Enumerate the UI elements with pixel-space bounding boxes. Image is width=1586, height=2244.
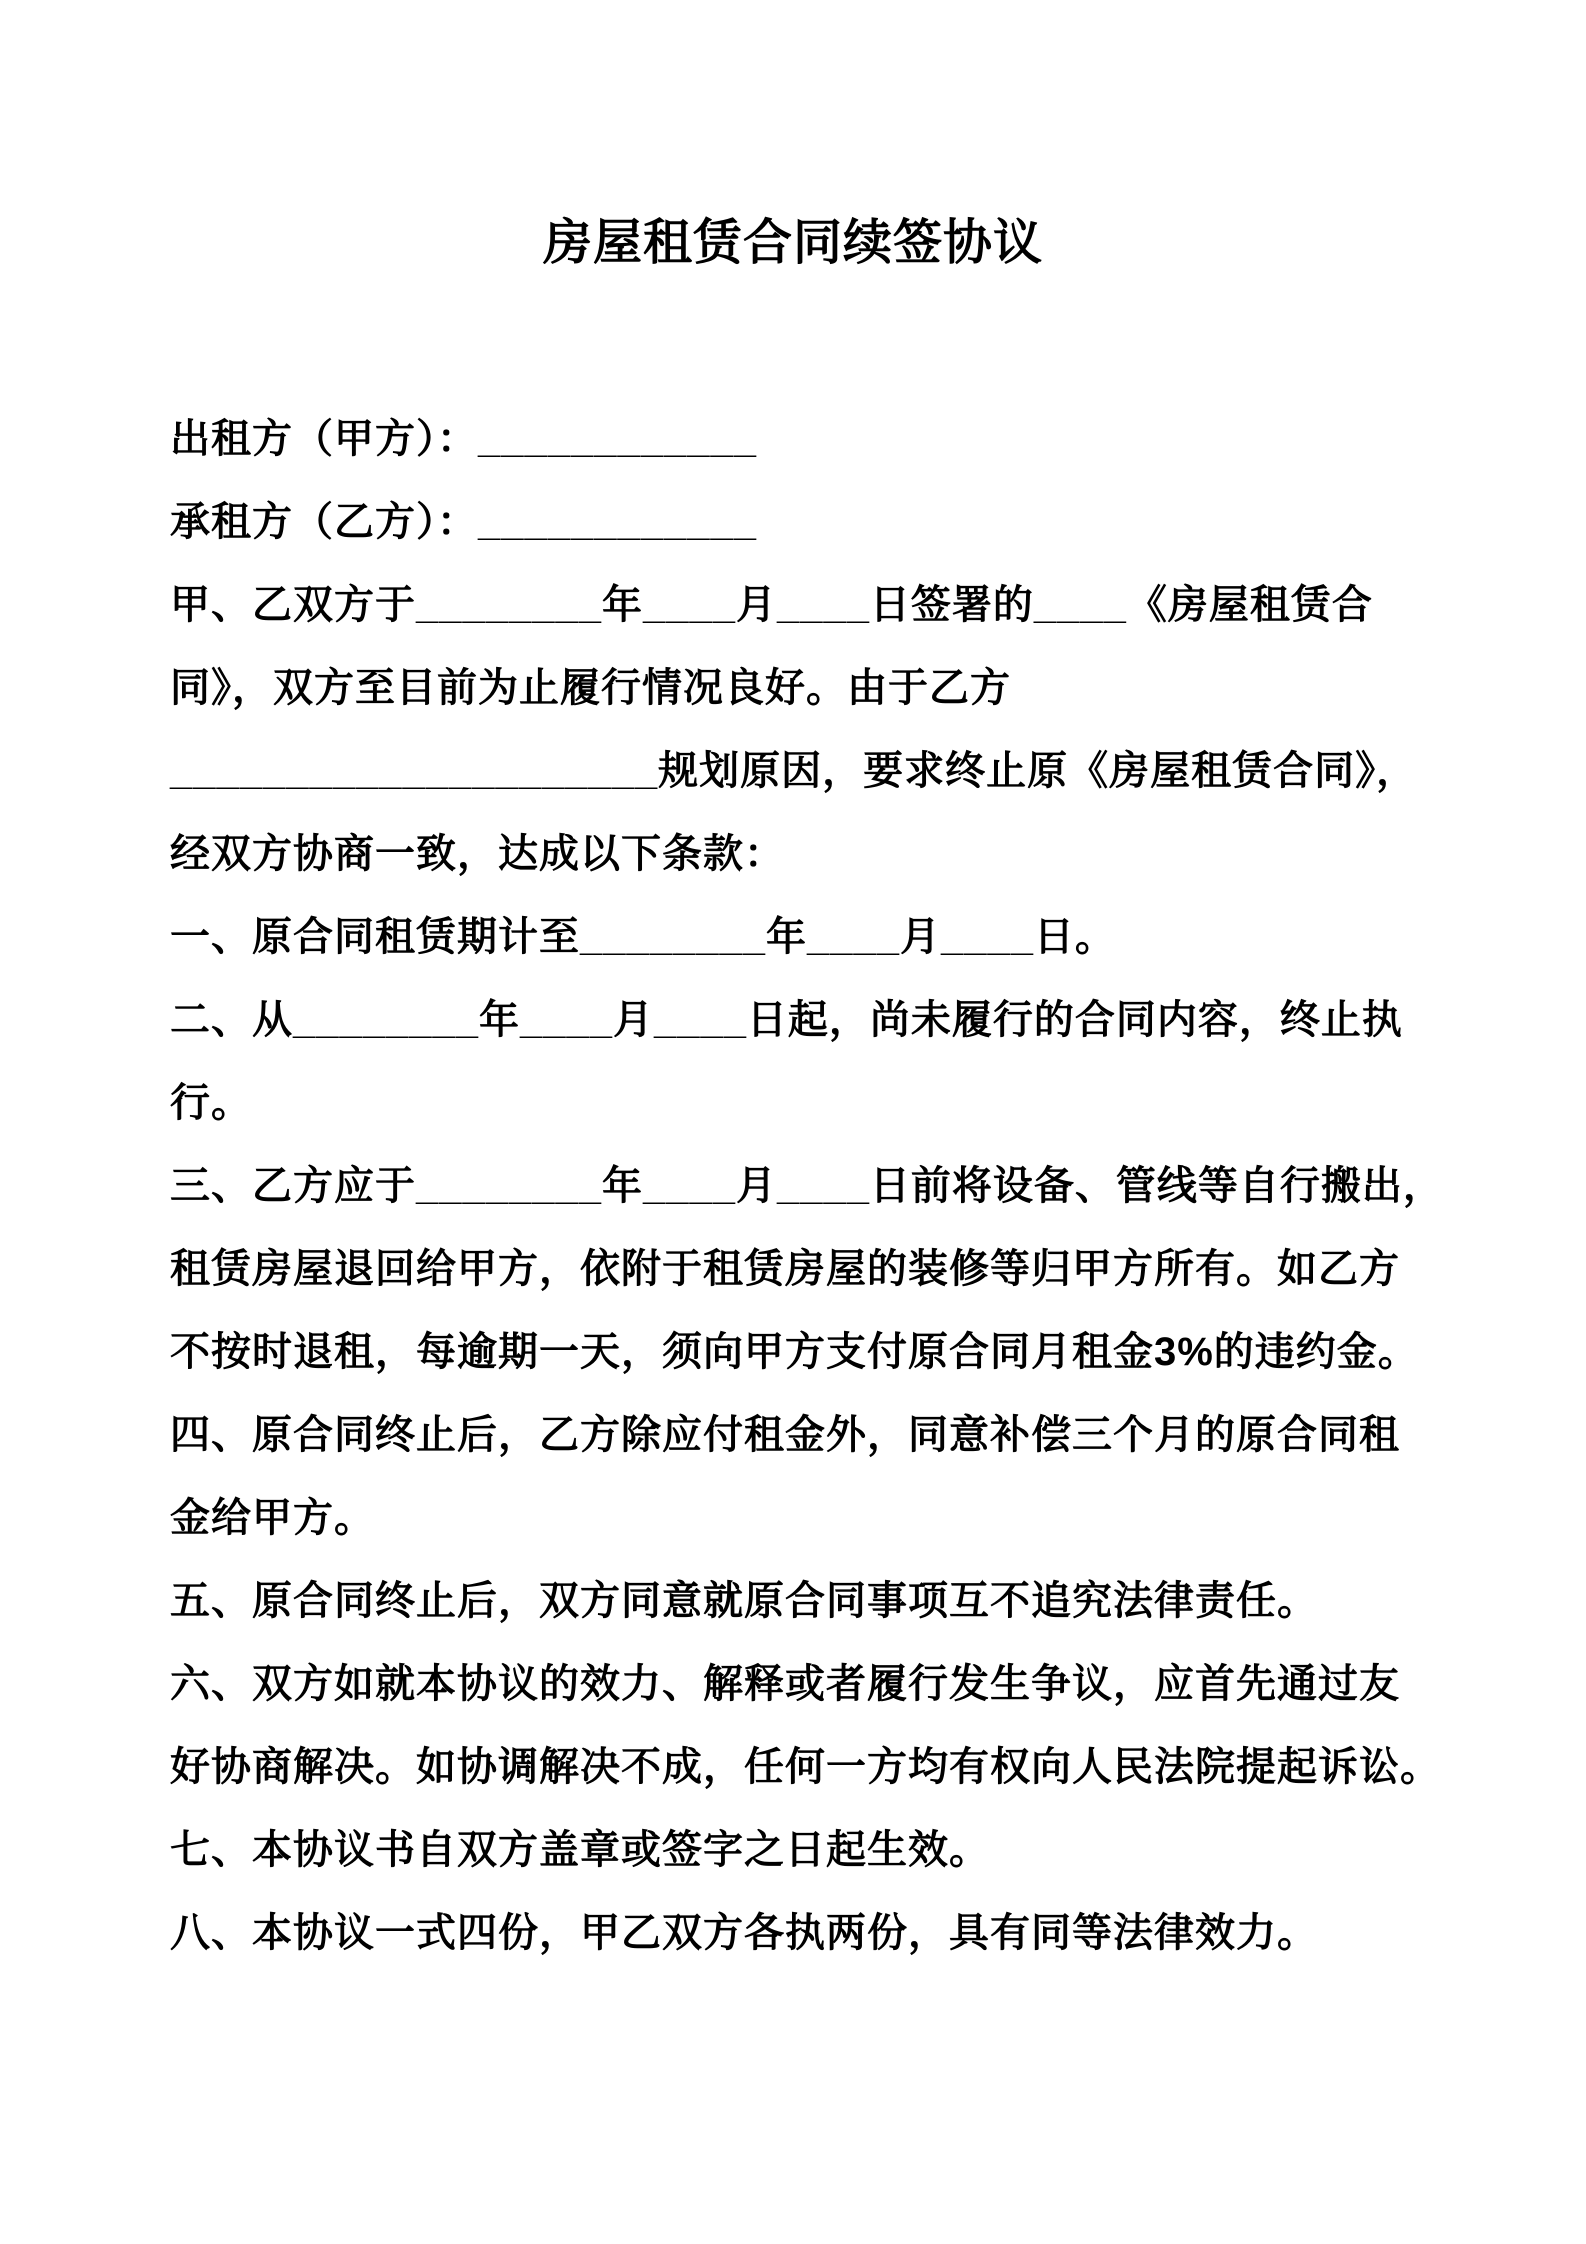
line-clause-1: 一、原合同租赁期计至________年____月____日。 (170, 915, 1116, 959)
line-clause-8: 八、本协议一式四份，甲乙双方各执两份，具有同等法律效力。 (170, 1911, 1318, 1955)
document-title: 房屋租赁合同续签协议 (542, 216, 1043, 270)
line-preamble-4: 经双方协商一致，达成以下条款： (170, 832, 785, 876)
line-clause-3b: 租赁房屋退回给甲方，依附于租赁房屋的装修等归甲方所有。如乙方 (170, 1247, 1400, 1291)
line-clause-3a: 三、乙方应于________年____月____日前将设备、管线等自行搬出， (170, 1164, 1444, 1208)
line-lessor-party-a: 出租方（甲方）：____________ (170, 417, 757, 461)
line-clause-3c: 不按时退租，每逾期一天，须向甲方支付原合同月租金3%的违约金。 (170, 1330, 1419, 1374)
document-body (170, 398, 1444, 1975)
line-clause-7: 七、本协议书自双方盖章或签字之日起生效。 (170, 1828, 990, 1872)
line-clause-6a: 六、双方如就本协议的效力、解释或者履行发生争议，应首先通过友 (170, 1662, 1400, 1706)
line-clause-4b: 金给甲方。 (170, 1496, 375, 1540)
line-clause-2b: 行。 (170, 1081, 252, 1125)
line-clause-5: 五、原合同终止后，双方同意就原合同事项互不追究法律责任。 (170, 1579, 1318, 1623)
line-lessee-party-b: 承租方（乙方）：____________ (170, 500, 757, 544)
line-clause-2a: 二、从________年____月____日起，尚未履行的合同内容，终止执 (170, 998, 1403, 1042)
line-clause-4a: 四、原合同终止后，乙方除应付租金外，同意补偿三个月的原合同租 (170, 1413, 1400, 1457)
line-preamble-2: 同》，双方至目前为止履行情况良好。由于乙方 (170, 666, 1011, 710)
line-clause-6b: 好协商解决。如协调解决不成，任何一方均有权向人民法院提起诉讼。 (170, 1745, 1441, 1789)
line-preamble-1: 甲、乙双方于________年____月____日签署的____《房屋租赁合 (170, 583, 1373, 627)
line-preamble-3: _____________________规划原因，要求终止原《房屋租赁合同》， (170, 749, 1418, 793)
